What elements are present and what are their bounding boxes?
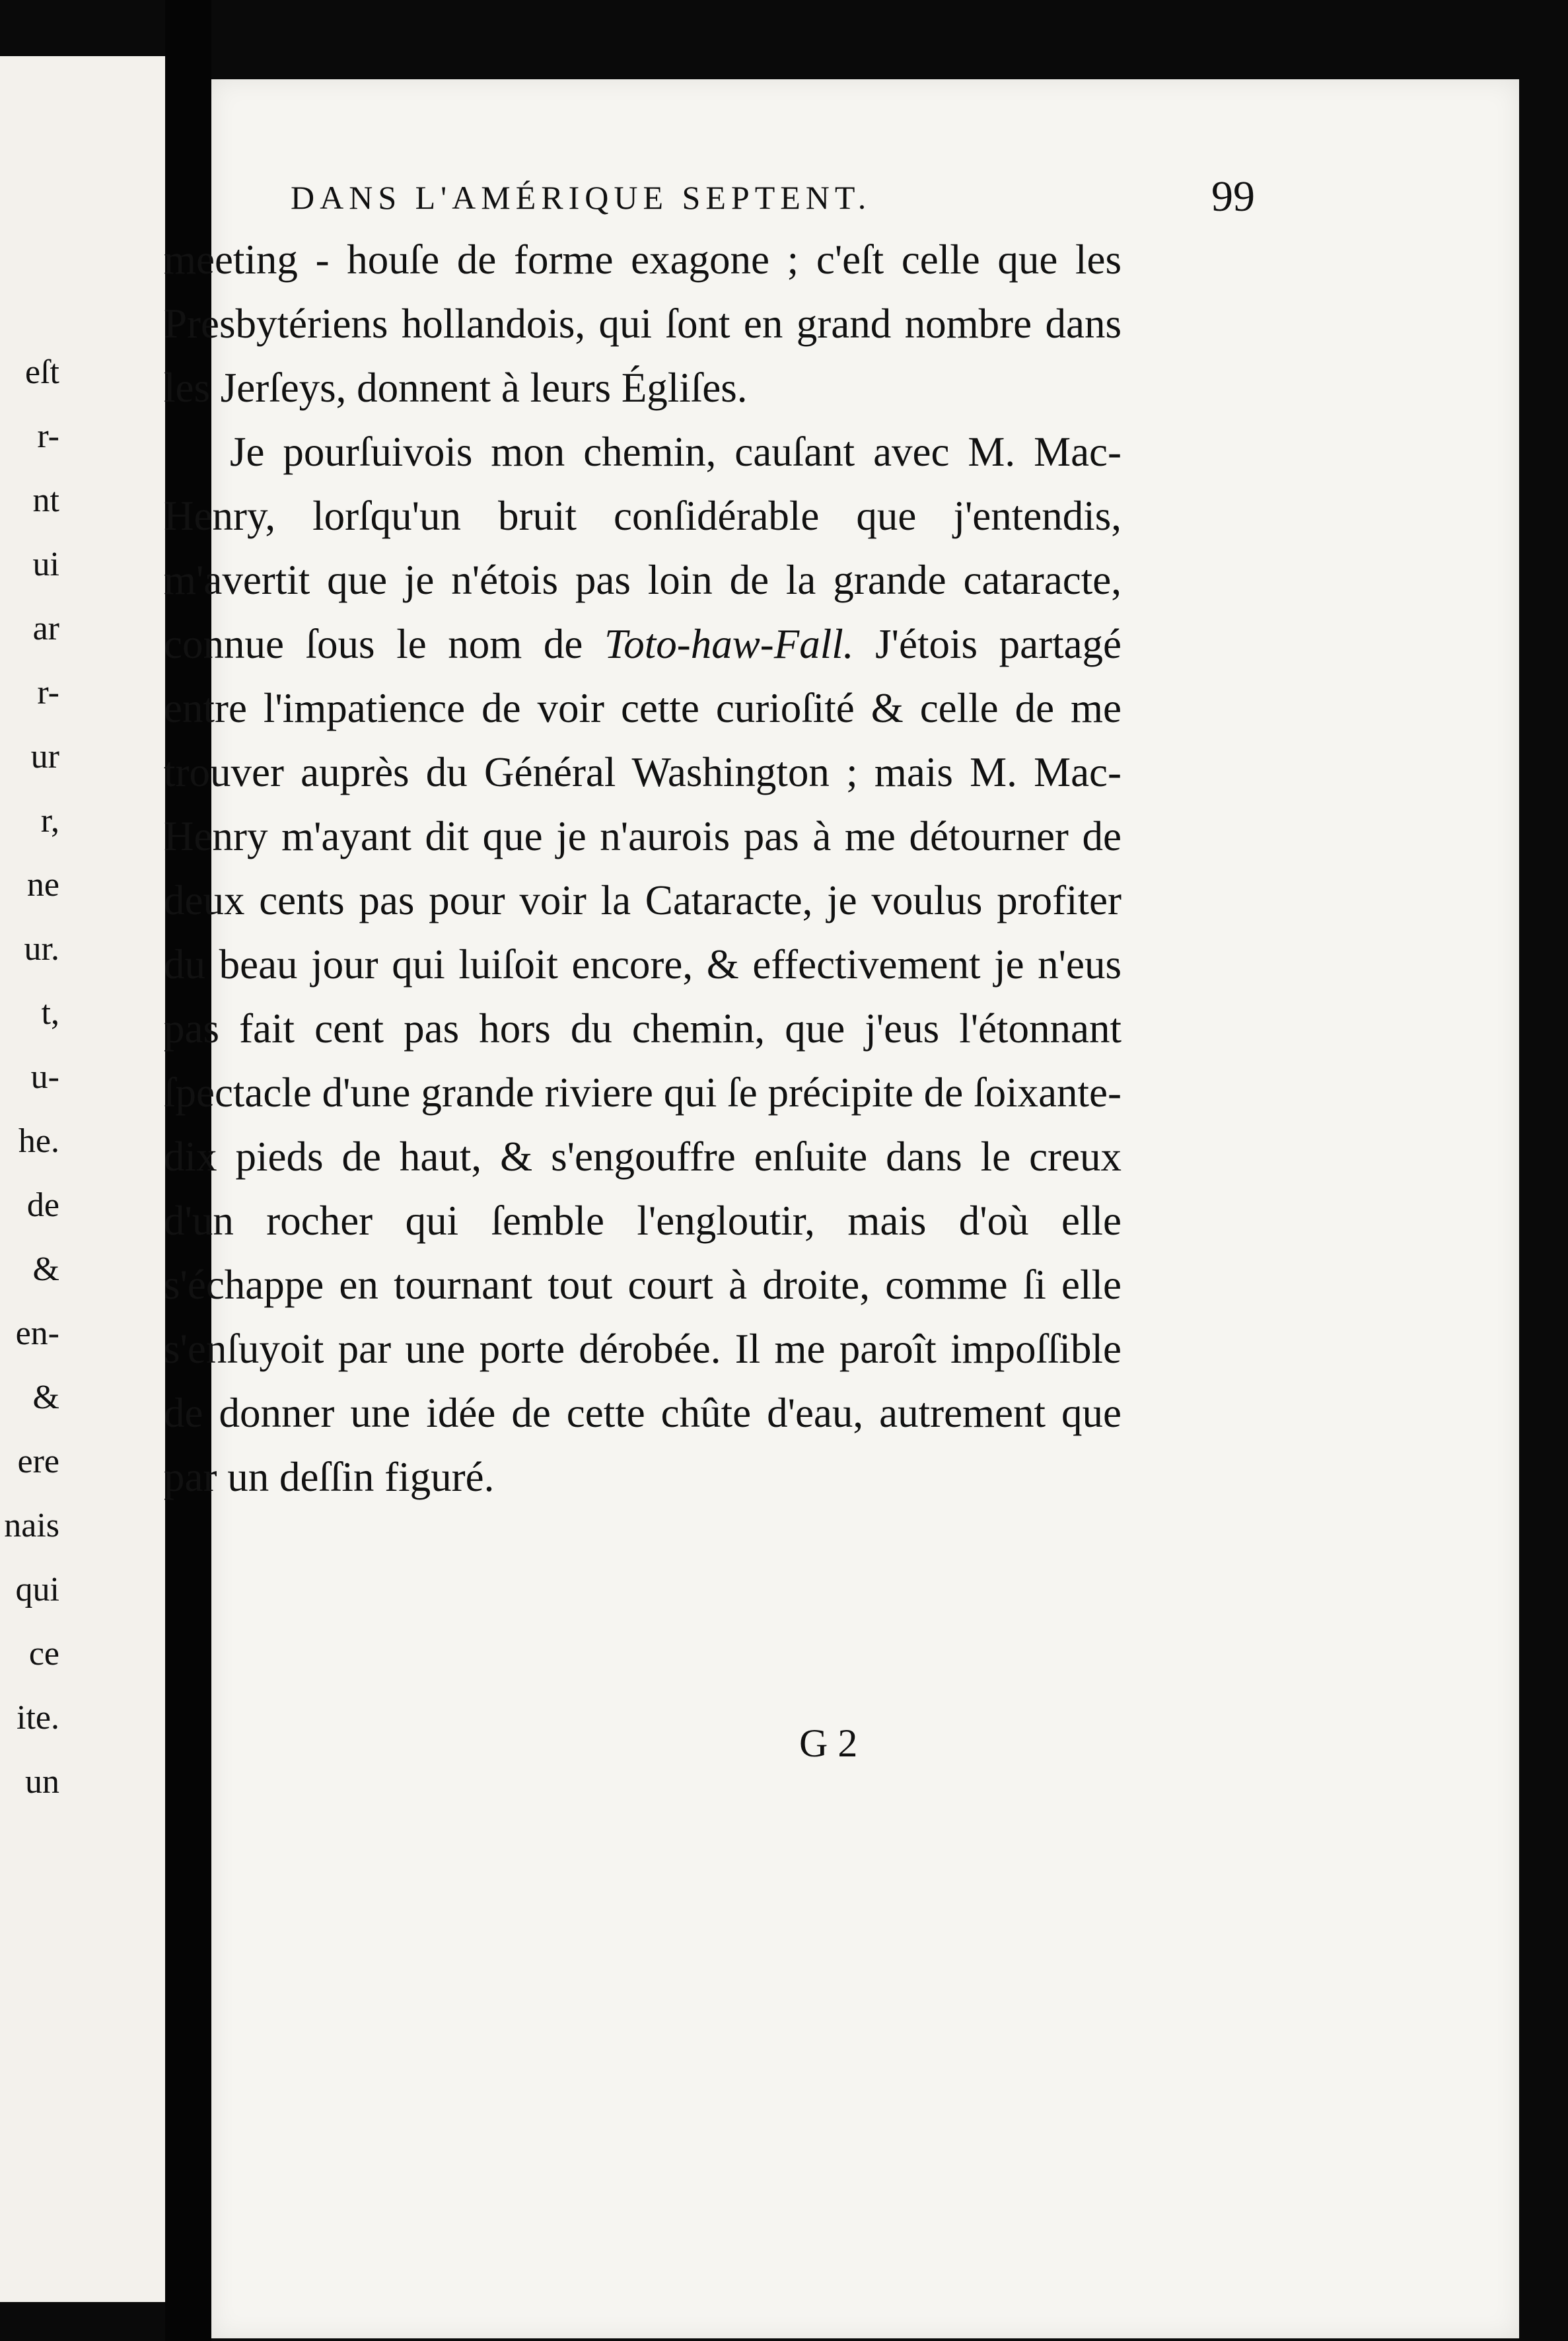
line-ending: r- xyxy=(37,674,59,711)
line-ending: ite. xyxy=(17,1699,59,1737)
line-ending: u- xyxy=(30,1058,59,1096)
place-name-italic: Toto-haw-Fall. xyxy=(604,621,854,667)
page-edge xyxy=(1519,0,1568,2341)
line-ending: ur xyxy=(30,738,59,775)
signature-mark: G 2 xyxy=(799,1721,858,1765)
line-ending: ar xyxy=(32,610,59,647)
running-title: DANS L'AMÉRIQUE SEPTENT. xyxy=(291,179,872,216)
line-ending: un xyxy=(25,1763,59,1801)
line-ending: ere xyxy=(17,1443,59,1480)
line-ending: nt xyxy=(32,482,59,519)
body-text xyxy=(164,228,1122,1509)
line-ending: he. xyxy=(18,1122,59,1160)
line-ending: & xyxy=(32,1379,59,1416)
running-head xyxy=(291,172,1255,225)
line-ending: nais xyxy=(4,1507,59,1544)
paragraph-2-rest: J'étois partagé entre l'impatience de voir cette curioſité & celle de me trouver auprès du Général Washington ; mais M. Mac-Henry m'ayant dit que je n'aurois pas à me détourner de deux cents pas pour voir la Cataracte, je voulus profiter du beau jour qui luiſoit encore, & effectivement je n'eus pas fait cent pas hors du chemin, que j'eus l'étonnant ſpectacle d'une grande riviere qui ſe précipite de ſoixante-dix pieds de haut, & s'engouffre enſuite dans le creux d'un rocher qui ſemble l'engloutir, mais d'où elle s'échappe en tournant tout court à droite, comme ſi elle s'enſuyoit par une porte dérobée. Il me paroît impoſſible de donner une idée de cette chûte d'eau, autrement que par un deſſin figuré. xyxy=(164,621,1122,1500)
line-ending: & xyxy=(32,1250,59,1288)
line-ending: qui xyxy=(15,1571,59,1608)
paragraph-1: meeting - houſe de forme exagone ; c'eſt celle que les Presbytériens hollandois, qui ſont en grand nombre dans les Jerſeys, donnent à leurs Égliſes. xyxy=(164,236,1122,411)
line-ending: eſt xyxy=(25,353,59,391)
line-ending: ce xyxy=(28,1635,59,1673)
paragraph-2 xyxy=(164,420,1122,1509)
line-ending: t, xyxy=(41,994,59,1032)
line-ending: en- xyxy=(15,1315,59,1352)
line-ending: ur. xyxy=(24,930,59,968)
facing-page-fragment xyxy=(0,56,165,2302)
paragraph-2-start: Je pourſuivois mon chemin, cauſant avec M. Mac-Henry, lorſqu'un bruit conſidérable que j'entendis, m'avertit que je n'étois pas loin de la grande cataracte, connue ſous le nom de xyxy=(164,429,1122,667)
line-ending: ne xyxy=(26,866,59,904)
line-ending: de xyxy=(26,1186,59,1224)
facing-page-line-endings xyxy=(4,340,59,1814)
line-ending: ui xyxy=(32,546,59,583)
page-number: 99 xyxy=(1211,172,1255,221)
line-ending: r, xyxy=(40,802,59,840)
line-ending: r- xyxy=(37,417,59,455)
